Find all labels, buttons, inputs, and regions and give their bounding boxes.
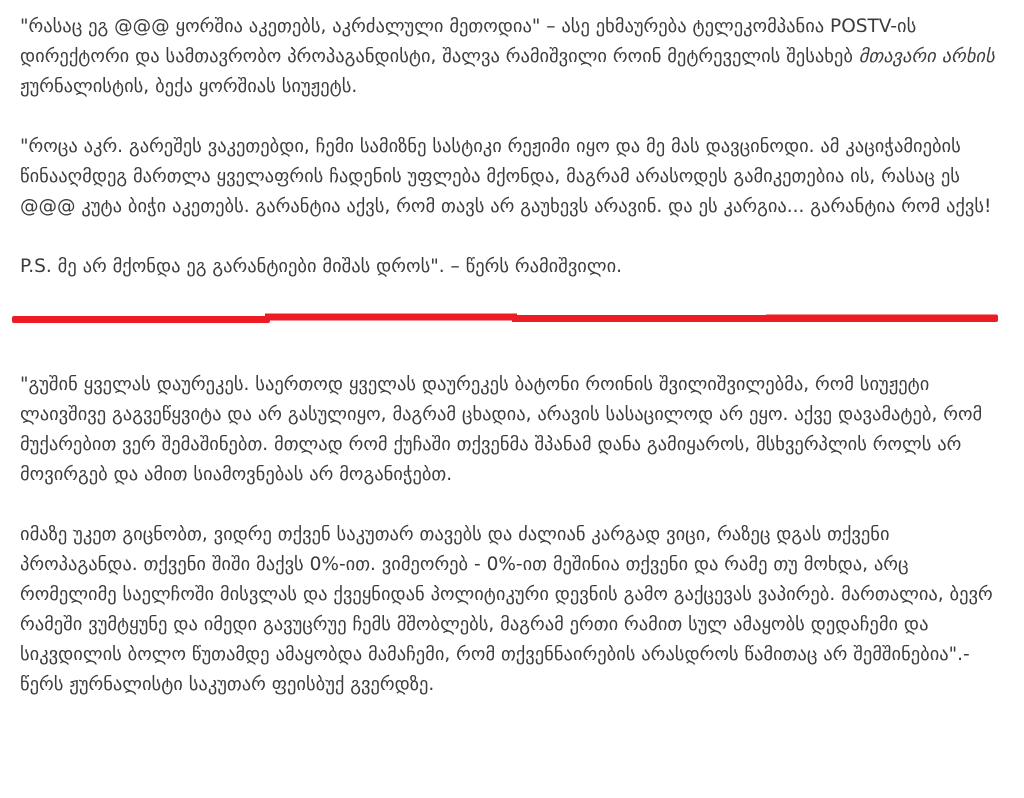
red-marker-line [12,312,1012,324]
paragraph-ramishvili-intro [20,12,1002,102]
intro-text-after-italic: ჟურნალისტის, ბექა ყორშიას სიუჟეტს. [20,76,358,97]
intro-text-before-italic: "რასაც ეგ @@@ ყორშია აკეთებს, აკრძალული მეთოდია" – ასე ეხმაურება ტელეკომპანია POSTV-ის დირექტორი და სამთავრობო პროპაგანდისტი, შალვა რამიშვილი როინ მეტრეველის შესახებ [20,16,917,67]
red-marker-divider [12,312,1012,324]
paragraph-korshia-response-2: იმაზე უკეთ გიცნობთ, ვიდრე თქვენ საკუთარ თავებს და ძალიან კარგად ვიცი, რაზეც დგას თქვენი პროპაგანდა. თქვენი შიში მაქვს 0%-ით. ვიმეორებ - 0%-ით მეშინია თქვენი და რამე თუ მოხდა, არც რომელიმე საელჩოში მისვლას და ქვეყნიდან პოლიტიკური დევნის გამო გაქცევას ვაპირებ. მართალია, ბევრ რამეში ვუმტყუნე და იმედი გავუცრუე ჩემს მშობლებს, მაგრამ ერთი რამით სულ ამაყობს დედაჩემი და სიკვდილის ბოლო წუთამდე ამაყობდა მამაჩემი, რომ თქვენნაირების არასდროს წამითაც არ შემშინებია".- წერს ჟურნალისტი საკუთარ ფეისბუქ გვერდზე. [20,524,993,695]
channel-name-italic: მთავარი არხის [858,46,995,67]
paragraph-postscript: P.S. მე არ მქონდა ეგ გარანტიები მიშას დროს". – წერს რამიშვილი. [20,256,623,277]
paragraph-korshia-response-1: "გუშინ ყველას დაურეკეს. საერთოდ ყველას დაურეკეს ბატონი როინის შვილიშვილებმა, რომ სიუჟეტი ლაივშივე გაგვეწყვიტა და არ გასულიყო, მაგრამ ცხადია, არავის სასაცილოდ არ ეყო. აქვე დავამატებ, რომ მუქარებით ვერ შემაშინებთ. მთლად რომ ქუჩაში თქვენმა შპანამ დანა გამიყაროს, მსხვერპლის როლს არ მოვირგებ და ამით სიამოვნებას არ მოგანიჭებთ. [20,374,983,485]
paragraph-ramishvili-quote: "როცა აკრ. გარეშეს ვაკეთებდი, ჩემი სამიზნე სასტიკი რეჟიმი იყო და მე მას დავცინოდი. ამ კაციჭამიების წინააღმდეგ მართლა ყველაფრის ჩადენის უფლება მქონდა, მაგრამ არასოდეს გამიკეთებია ის, რასაც ეს @@@ კუტა ბიჭი აკეთებს. გარანტია აქვს, რომ თავს არ გაუხევს არავინ. და ეს კარგია... გარანტია რომ აქვს! [20,136,992,217]
